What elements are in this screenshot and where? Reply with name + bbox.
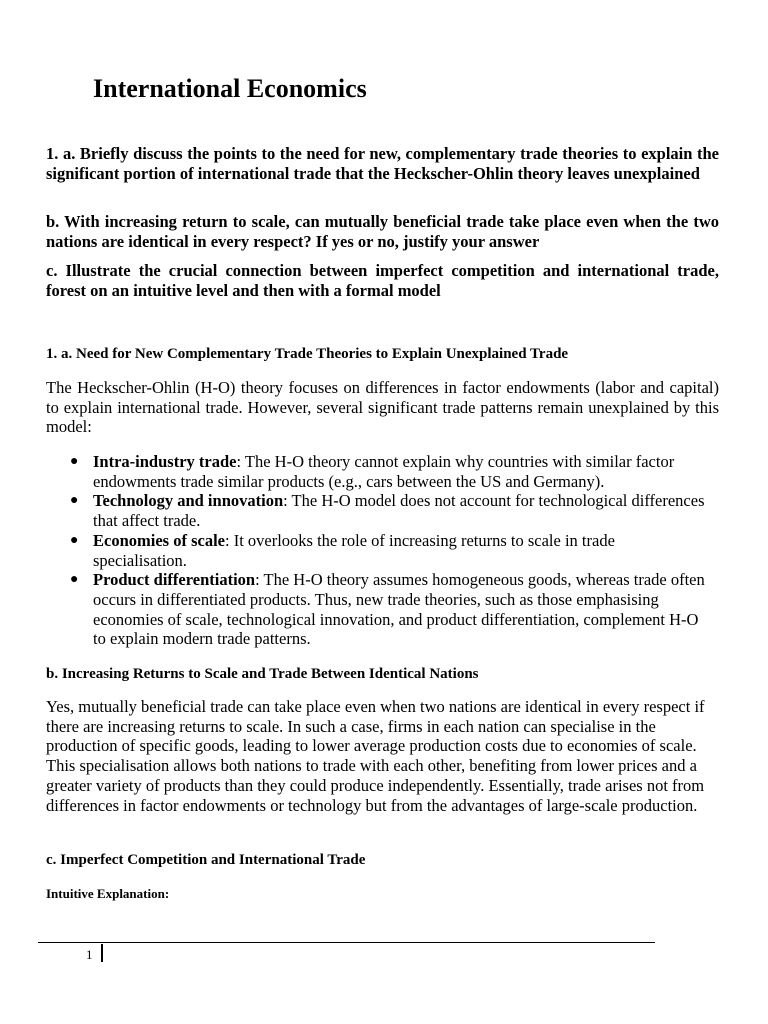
list-item bbox=[70, 570, 710, 649]
question-1c: c. Illustrate the crucial connection between imperfect competition and international trade, forest on an intuitive level and then with a formal model bbox=[46, 261, 719, 300]
answer-heading-1b: b. Increasing Returns to Scale and Trade Between Identical Nations bbox=[46, 666, 479, 682]
bullet-text: : It overlooks the role of increasing returns to scale in trade specialisation. bbox=[93, 530, 615, 570]
bullet-term: Technology and innovation bbox=[93, 491, 284, 511]
bullet-list bbox=[70, 452, 710, 649]
document-title: International Economics bbox=[93, 74, 367, 103]
bullet-text: : The H-O model does not account for technological differences that affect trade. bbox=[93, 491, 705, 531]
question-1a: 1. a. Briefly discuss the points to the need for new, complementary trade theories to explain the significant portion of international trade that the Heckscher-Ohlin theory leaves unexplained bbox=[46, 144, 719, 183]
bullet-text: : The H-O theory cannot explain why countries with similar factor endowments trade similar products (e.g., cars between the US and Germany). bbox=[93, 452, 675, 491]
answer-heading-1c: c. Imperfect Competition and International Trade bbox=[46, 852, 366, 868]
list-item bbox=[70, 452, 710, 491]
bullet-icon: ● bbox=[70, 454, 79, 469]
bullet-term: Economies of scale bbox=[93, 530, 225, 550]
answer-paragraph-1b: Yes, mutually beneficial trade can take place even when two nations are identical in every respect if there are increasing returns to scale. In such a case, firms in each nation can specialise in the production of specific goods, leading to lower average production costs due to economies of scale. This specialisation allows both nations to trade with each other, benefiting from lower prices and a greater variety of products than they could produce independently. Essentially, trade arises not from differences in factor endowments or technology but from the advantages of large-scale production. bbox=[46, 697, 705, 815]
footer-divider bbox=[38, 942, 655, 943]
bullet-text: : The H-O theory assumes homogeneous goods, whereas trade often occurs in differentiated products. Thus, new trade theories, such as those emphasising economies of scale, technological innovation, and product differentiation, complement H-O to explain modern trade patterns. bbox=[93, 570, 705, 649]
bullet-icon: ● bbox=[70, 572, 79, 588]
page-number: 1 bbox=[86, 947, 93, 962]
page-number-bar bbox=[101, 944, 103, 962]
answer-paragraph-1a: The Heckscher-Ohlin (H-O) theory focuses on differences in factor endowments (labor and capital) to explain international trade. However, several significant trade patterns remain unexplained by this model: bbox=[46, 378, 719, 437]
list-item bbox=[70, 531, 710, 570]
question-1b: b. With increasing return to scale, can mutually beneficial trade take place even when the two nations are identical in every respect? If yes or no, justify your answer bbox=[46, 212, 719, 251]
bullet-term: Intra-industry trade bbox=[93, 452, 237, 471]
list-item bbox=[70, 491, 710, 530]
answer-heading-1a: 1. a. Need for New Complementary Trade Theories to Explain Unexplained Trade bbox=[46, 346, 569, 362]
bullet-term: Product differentiation bbox=[93, 570, 256, 590]
answer-subheading-1c: Intuitive Explanation: bbox=[46, 886, 170, 901]
bullet-icon: ● bbox=[70, 493, 79, 509]
bullet-icon: ● bbox=[70, 532, 79, 548]
